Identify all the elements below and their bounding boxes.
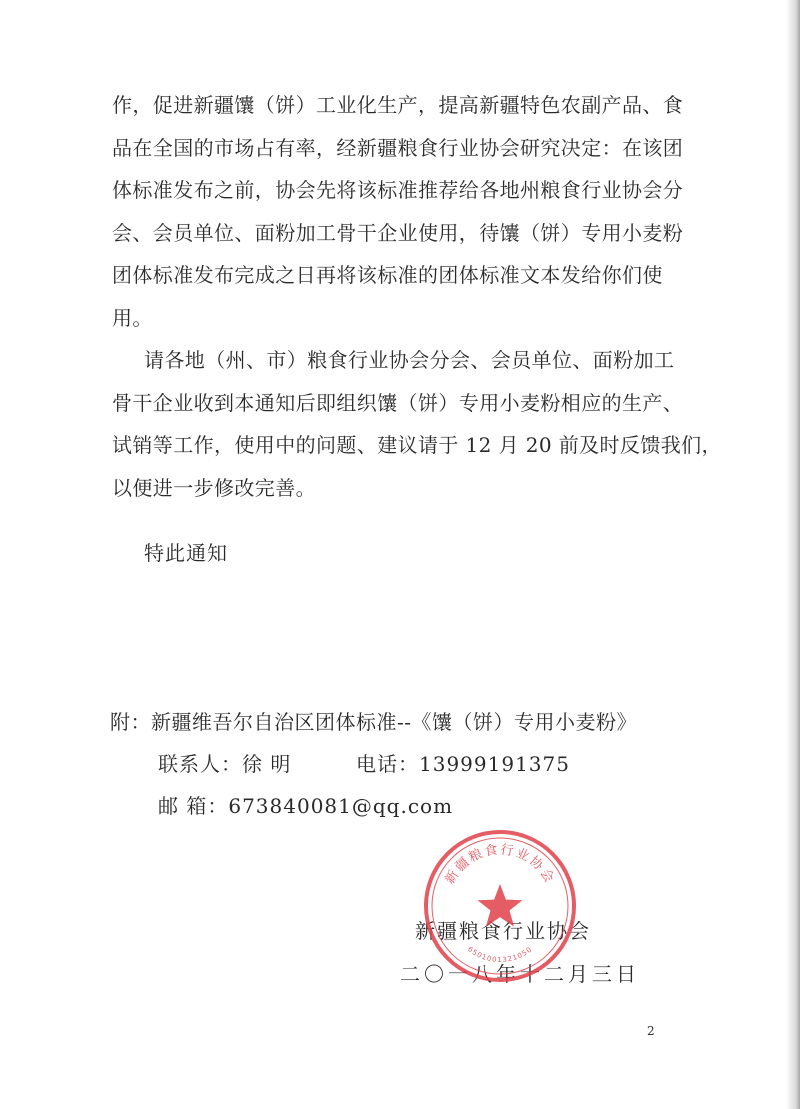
contact-email: 邮 箱：673840081@qq.com — [158, 794, 454, 818]
body-line: 体标准发布之前，协会先将该标准推荐给各地州粮食行业协会分 — [112, 178, 684, 202]
official-seal-icon — [420, 826, 580, 986]
body-line: 以便进一步修改完善。 — [112, 475, 316, 500]
issue-date: 二〇一八年十二月三日 — [400, 962, 640, 986]
page-number: 2 — [647, 1024, 655, 1038]
contact-phone: 电话：13999191375 — [356, 752, 570, 776]
body-line: 团体标准发布完成之日再将该标准的团体标准文本发给你们使 — [112, 263, 663, 287]
closing-phrase: 特此通知 — [144, 541, 228, 565]
seal-serial-text: 6501001321050 — [466, 945, 534, 964]
seal-org-text: 新疆粮食行业协会 — [442, 842, 558, 887]
body-line: 会、会员单位、面粉加工骨干企业使用，待馕（饼）专用小麦粉 — [112, 220, 684, 245]
body-line: 请各地（州、市）粮食行业协会分会、会员单位、面粉加工 — [144, 348, 675, 372]
signer-organization: 新疆粮食行业协会 — [415, 919, 591, 943]
body-line: 用。 — [112, 305, 153, 330]
scan-edge-shadow — [786, 0, 800, 1109]
body-line: 试销等工作，使用中的问题、建议请于 12 月 20 前及时反馈我们， — [112, 433, 722, 457]
body-line: 骨干企业收到本通知后即组织馕（饼）专用小麦粉相应的生产、 — [112, 390, 684, 415]
contact-person: 联系人：徐 明 — [158, 752, 292, 776]
body-line: 品在全国的市场占有率，经新疆粮食行业协会研究决定：在该团 — [112, 135, 684, 160]
notice-body — [112, 84, 722, 509]
body-line: 作，促进新疆馕（饼）工业化生产，提高新疆特色农副产品、食 — [112, 93, 684, 117]
attachment-line: 附：新疆维吾尔自治区团体标准--《馕（饼）专用小麦粉》 — [110, 710, 638, 734]
seal-star-icon — [478, 884, 523, 927]
